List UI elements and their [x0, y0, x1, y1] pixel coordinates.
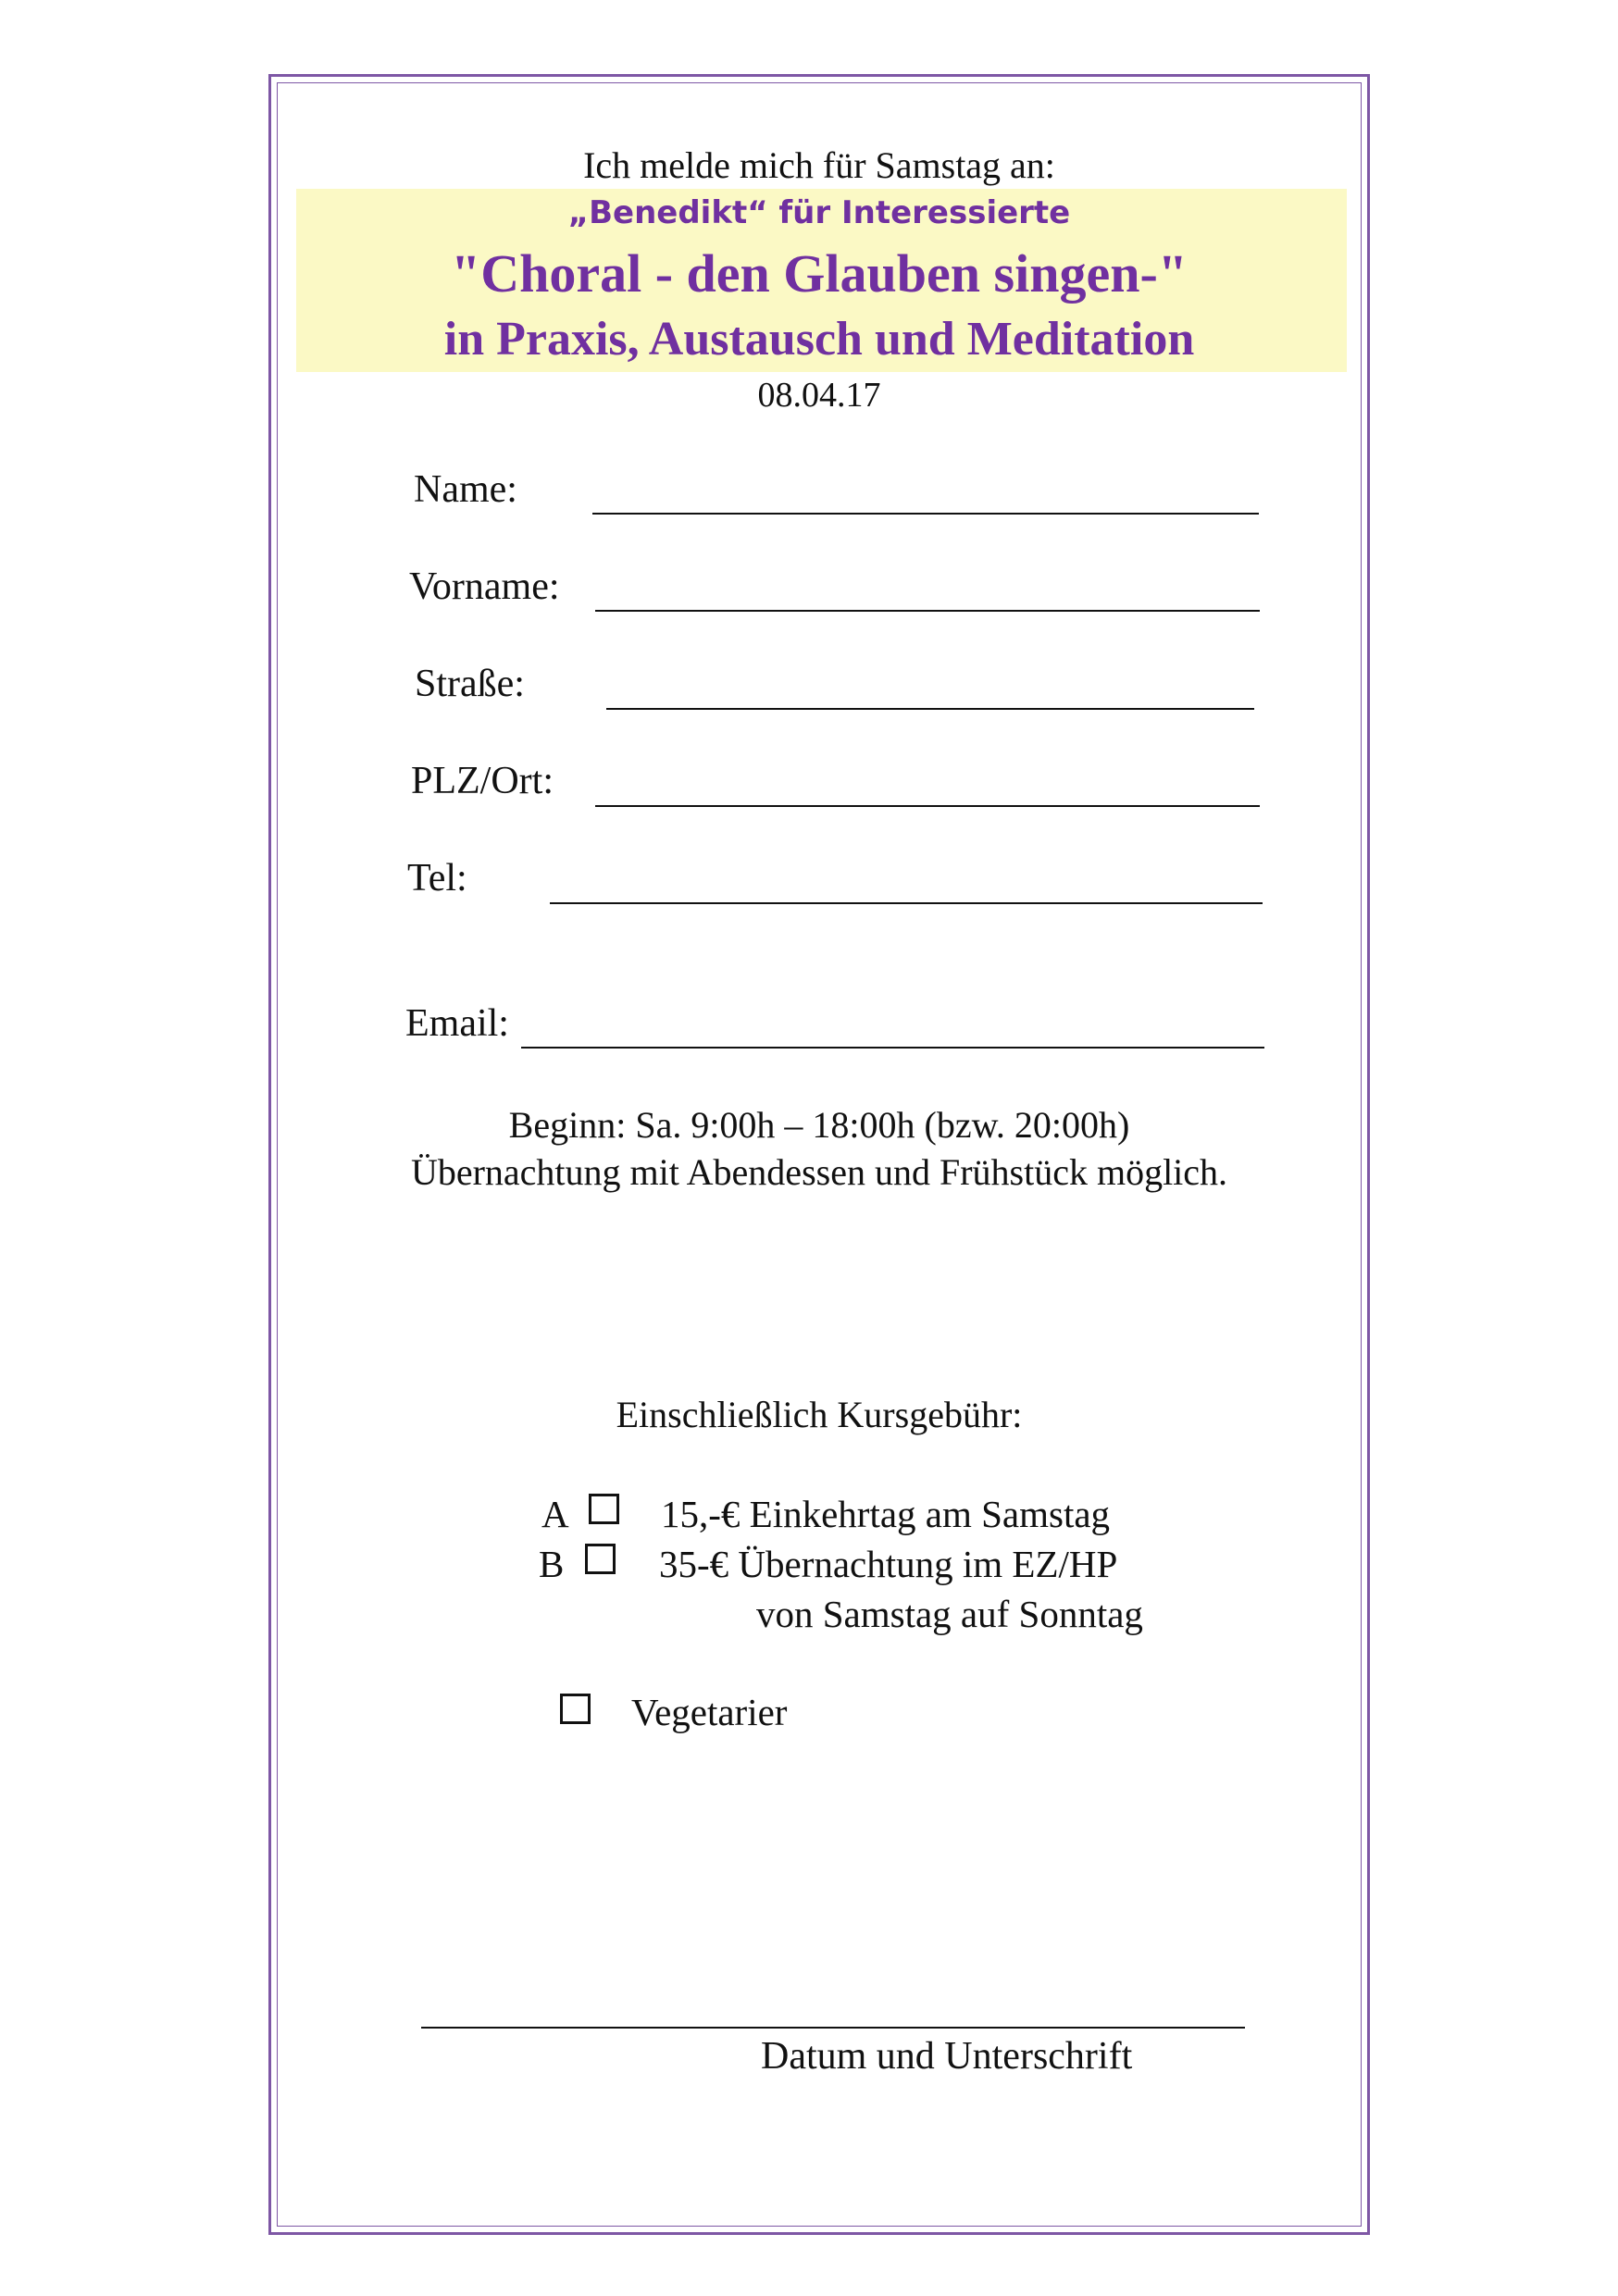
email-label: Email:	[405, 1002, 509, 1045]
event-subtitle: „Benedikt“ für Interessierte	[567, 194, 1071, 231]
name-field[interactable]	[592, 513, 1259, 515]
fee-heading: Einschließlich Kursgebühr:	[616, 1394, 1023, 1435]
event-title-line2: in Praxis, Austausch und Meditation	[443, 313, 1195, 366]
schedule-info: Beginn: Sa. 9:00h – 18:00h (bzw. 20:00h)	[508, 1104, 1130, 1146]
strasse-label: Straße:	[415, 663, 525, 705]
vegetarian-label: Vegetarier	[631, 1691, 788, 1733]
option-b-letter: B	[539, 1543, 565, 1585]
plz-ort-field[interactable]	[595, 805, 1260, 807]
signature-label: Datum und Unterschrift	[761, 2035, 1133, 2078]
name-label: Name:	[414, 468, 517, 511]
option-b-checkbox[interactable]	[585, 1544, 616, 1574]
event-title-line1: "Choral - den Glauben singen-"	[451, 243, 1188, 304]
tel-field[interactable]	[550, 902, 1263, 904]
option-a-letter: A	[541, 1493, 569, 1535]
option-b-text-continued: von Samstag auf Sonntag	[756, 1593, 1143, 1635]
plz-ort-label: PLZ/Ort:	[411, 760, 554, 802]
option-a-checkbox[interactable]	[589, 1494, 619, 1524]
intro-text: Ich melde mich für Samstag an:	[583, 144, 1055, 186]
email-field[interactable]	[521, 1047, 1264, 1049]
vegetarian-checkbox[interactable]	[560, 1694, 591, 1724]
signature-field[interactable]	[421, 2027, 1245, 2029]
accommodation-info: Übernachtung mit Abendessen und Frühstück möglich.	[410, 1151, 1228, 1193]
option-a-text: 15,-€ Einkehrtag am Samstag	[661, 1493, 1111, 1535]
vorname-field[interactable]	[595, 610, 1260, 612]
vorname-label: Vorname:	[409, 565, 560, 608]
strasse-field[interactable]	[606, 708, 1254, 710]
option-b-text: 35-€ Übernachtung im EZ/HP	[659, 1543, 1118, 1585]
tel-label: Tel:	[407, 857, 467, 900]
event-date: 08.04.17	[757, 376, 881, 415]
